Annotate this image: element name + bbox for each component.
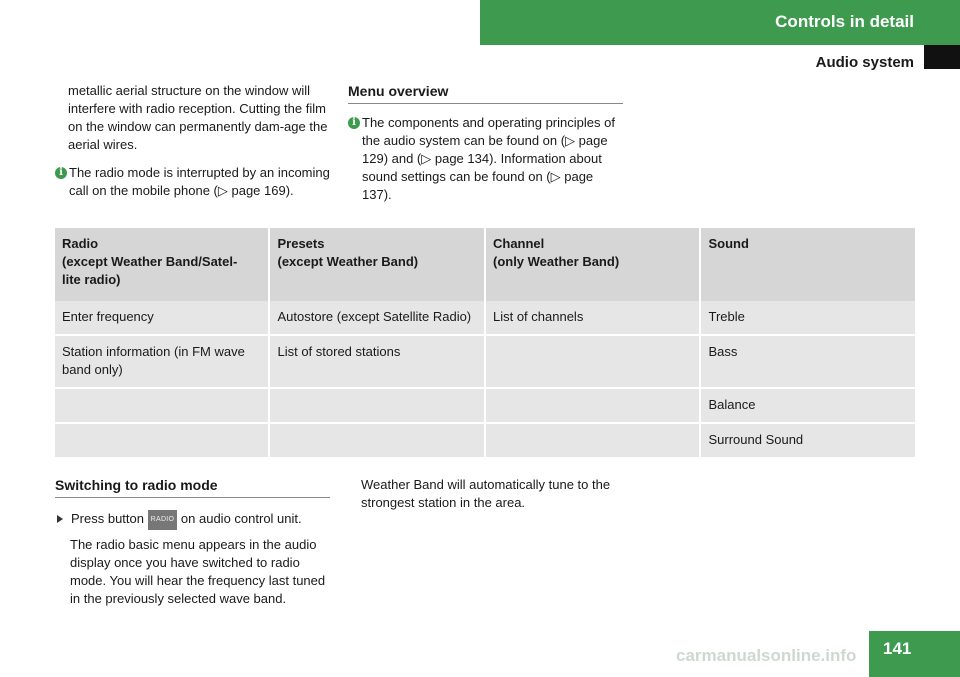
paragraph: metallic aerial structure on the window will interfere with radio reception. Cutting the film on the window can permanently dam-age the aerial wires. xyxy=(68,83,328,152)
table-cell: List of stored stations xyxy=(269,335,485,388)
table-cell: Balance xyxy=(700,388,915,423)
table-cell xyxy=(485,423,701,457)
section-marker xyxy=(924,45,960,69)
table-cell: Enter frequency xyxy=(55,301,269,335)
table-cell xyxy=(269,388,485,423)
section-title: Audio system xyxy=(815,54,914,71)
table-header-cell: Sound xyxy=(700,228,915,301)
table-row xyxy=(55,301,915,335)
switching-heading: Switching to radio mode xyxy=(55,476,330,498)
table-body xyxy=(55,301,915,457)
table-cell xyxy=(55,388,269,423)
info-icon: i xyxy=(55,167,67,179)
table-header-cell: Channel (only Weather Band) xyxy=(485,228,701,301)
table-cell: Bass xyxy=(700,335,915,388)
table-cell xyxy=(485,335,701,388)
table-header-row xyxy=(55,228,915,301)
step xyxy=(55,510,330,530)
table-cell: Autostore (except Satellite Radio) xyxy=(269,301,485,335)
chapter-title: Controls in detail xyxy=(775,12,914,31)
left-column xyxy=(55,82,335,200)
menu-table xyxy=(55,228,915,457)
table-row xyxy=(55,423,915,457)
table-cell xyxy=(55,423,269,457)
table-row xyxy=(55,335,915,388)
info-note xyxy=(348,114,623,204)
info-icon: i xyxy=(348,117,360,129)
table-cell: Surround Sound xyxy=(700,423,915,457)
radio-button-icon: RADIO xyxy=(148,510,178,530)
table-cell: Treble xyxy=(700,301,915,335)
page-number: 141 xyxy=(883,639,912,658)
info-note xyxy=(55,164,335,200)
watermark: carmanualsonline.info xyxy=(676,646,857,665)
table-row xyxy=(55,388,915,423)
bullet-triangle-icon xyxy=(57,515,63,523)
table-cell xyxy=(485,388,701,423)
info-text: The components and operating principles of the audio system can be found on (▷ page 129) and (▷ page 134). Information about sound settings can be found on (▷ page 137). xyxy=(362,115,615,202)
table-cell: Station information (in FM wave band only) xyxy=(55,335,269,388)
table-header-cell: Presets (except Weather Band) xyxy=(269,228,485,301)
page-number-box xyxy=(869,631,960,677)
menu-overview xyxy=(348,82,623,204)
menu-heading: Menu overview xyxy=(348,82,623,104)
info-text: The radio mode is interrupted by an incoming call on the mobile phone (▷ page 169). xyxy=(69,165,330,198)
weather-band-paragraph: Weather Band will automatically tune to the strongest station in the area. xyxy=(361,477,611,510)
switching-section xyxy=(55,476,330,608)
table-header-cell: Radio (except Weather Band/Satel- lite radio) xyxy=(55,228,269,301)
table-cell: List of channels xyxy=(485,301,701,335)
table-cell xyxy=(269,423,485,457)
step-text: Press button RADIO on audio control unit. xyxy=(71,510,302,530)
paragraph: The radio basic menu appears in the audio display once you have switched to radio mode. You will hear the frequency last tuned in the previously selected wave band. xyxy=(70,537,326,606)
